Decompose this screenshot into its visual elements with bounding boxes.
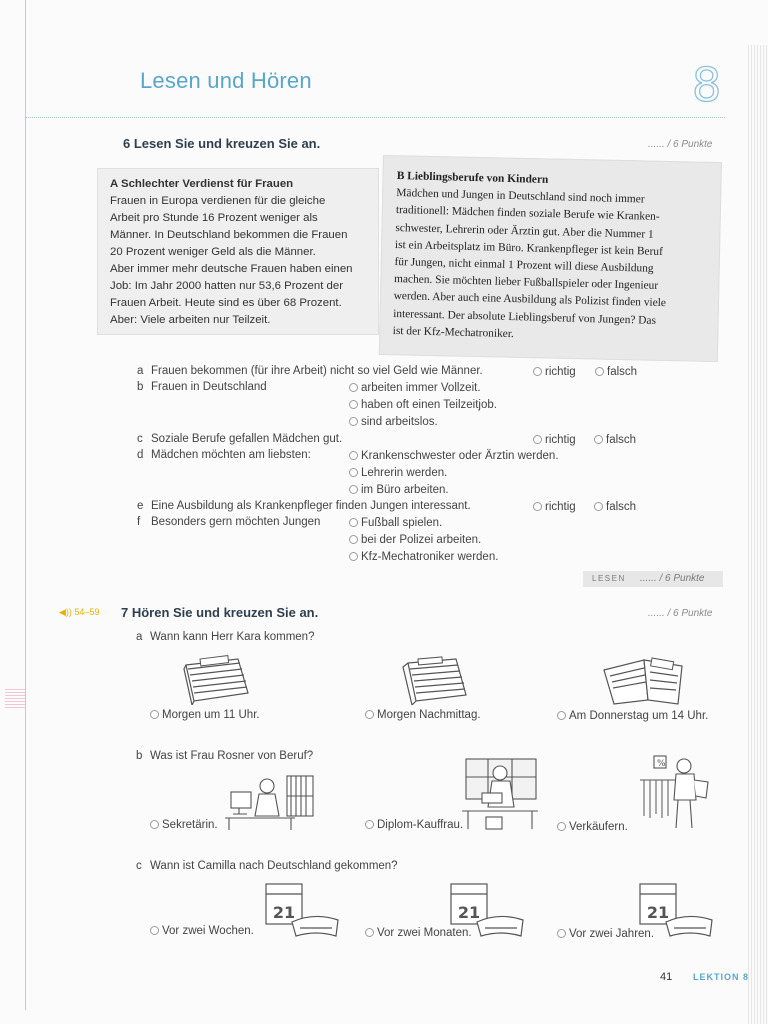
exercise-7-heading: 7 Hören Sie und kreuzen Sie an. bbox=[121, 605, 319, 620]
lektion-label: LEKTION 8 bbox=[693, 972, 750, 982]
radio-icon[interactable] bbox=[349, 383, 358, 392]
item-a-option-falsch[interactable]: falsch bbox=[595, 366, 637, 378]
item-c-text: Soziale Berufe gefallen Mädchen gut. bbox=[151, 433, 343, 445]
radio-icon[interactable] bbox=[533, 367, 542, 376]
text-a bbox=[110, 176, 380, 329]
radio-icon[interactable] bbox=[349, 485, 358, 494]
svg-text:21: 21 bbox=[457, 903, 481, 922]
question-c-option-3[interactable]: Vor zwei Jahren. bbox=[557, 928, 654, 940]
item-b-option-2[interactable]: haben oft einen Teilzeitjob. bbox=[349, 399, 497, 411]
radio-icon[interactable] bbox=[365, 928, 374, 937]
question-c-text: Wann ist Camilla nach Deutschland gekommen? bbox=[150, 860, 398, 872]
item-a-option-richtig[interactable]: richtig bbox=[533, 366, 576, 378]
item-b-option-1[interactable]: arbeiten immer Vollzeit. bbox=[349, 382, 481, 394]
item-f-option-1[interactable]: Fußball spielen. bbox=[349, 517, 442, 529]
text-a-line: Aber immer mehr deutsche Frauen haben einen bbox=[110, 263, 353, 275]
text-b-line: ist ein Arbeitsplatz im Büro. Krankenpfleger ist kein Beruf bbox=[394, 238, 663, 258]
chapter-number: 8 bbox=[692, 58, 722, 112]
lesen-subtotal-label: LESEN bbox=[592, 574, 626, 583]
radio-icon[interactable] bbox=[557, 711, 566, 720]
question-a-option-3[interactable]: Am Donnerstag um 14 Uhr. bbox=[557, 710, 708, 722]
item-e-option-richtig[interactable]: richtig bbox=[533, 501, 576, 513]
saleswoman-illustration bbox=[638, 752, 718, 832]
item-e-letter: e bbox=[137, 500, 144, 512]
radio-icon[interactable] bbox=[349, 552, 358, 561]
item-f-option-2[interactable]: bei der Polizei arbeiten. bbox=[349, 534, 481, 546]
text-a-line: Frauen Arbeit. Heute sind es über 68 Prozent. bbox=[110, 297, 342, 309]
text-a-line: Arbeit pro Stunde 16 Prozent weniger als bbox=[110, 212, 318, 224]
exercise-6-points: ...... / 6 Punkte bbox=[648, 139, 713, 150]
question-b-text: Was ist Frau Rosner von Beruf? bbox=[150, 750, 314, 762]
text-b-line: traditionell: Mädchen finden soziale Berufe wie Kranken- bbox=[395, 204, 660, 224]
item-a-letter: a bbox=[137, 365, 144, 377]
question-b-option-3[interactable]: Verkäufern. bbox=[557, 821, 628, 833]
text-a-line: Frauen in Europa verdienen für die gleiche bbox=[110, 195, 326, 207]
text-b-heading: B Lieblingsberufe von Kindern bbox=[396, 169, 549, 186]
radio-icon[interactable] bbox=[349, 535, 358, 544]
calendar-book-illustration-3 bbox=[600, 650, 690, 708]
text-b-line: interessant. Der absolute Lieblingsberuf von Jungen? Das bbox=[393, 307, 657, 327]
speaker-icon: ◀)) bbox=[59, 607, 75, 617]
question-b-option-1[interactable]: Sekretärin. bbox=[150, 819, 218, 831]
text-b-line: schwester, Lehrerin oder Ärztin gut. Aber die Nummer 1 bbox=[395, 221, 654, 241]
item-a-text: Frauen bekommen (für ihre Arbeit) nicht so viel Geld wie Männer. bbox=[151, 365, 483, 377]
text-a-heading: A Schlechter Verdienst für Frauen bbox=[110, 178, 294, 190]
businesswoman-illustration bbox=[458, 755, 540, 833]
item-b-text: Frauen in Deutschland bbox=[151, 381, 267, 393]
item-b-letter: b bbox=[137, 381, 144, 393]
question-a-letter: a bbox=[136, 631, 143, 643]
item-d-text: Mädchen möchten am liebsten: bbox=[151, 449, 311, 461]
text-b-line: werden. Aber auch eine Ausbildung als Polizist finden viele bbox=[393, 290, 667, 310]
radio-icon[interactable] bbox=[594, 502, 603, 511]
radio-icon[interactable] bbox=[349, 451, 358, 460]
tear-off-calendar-icon-1 bbox=[262, 878, 346, 940]
item-e-option-falsch[interactable]: falsch bbox=[594, 501, 636, 513]
item-c-option-falsch[interactable]: falsch bbox=[594, 434, 636, 446]
radio-icon[interactable] bbox=[557, 822, 566, 831]
page-number: 41 bbox=[660, 971, 673, 983]
radio-icon[interactable] bbox=[365, 820, 374, 829]
item-f-letter: f bbox=[137, 516, 141, 528]
question-a-text: Wann kann Herr Kara kommen? bbox=[150, 631, 315, 643]
item-d-option-2[interactable]: Lehrerin werden. bbox=[349, 467, 447, 479]
item-d-option-1[interactable]: Krankenschwester oder Ärztin werden. bbox=[349, 450, 559, 462]
exercise-6-heading: 6 Lesen Sie und kreuzen Sie an. bbox=[123, 136, 321, 151]
item-c-option-richtig[interactable]: richtig bbox=[533, 434, 576, 446]
text-b bbox=[392, 168, 714, 348]
question-b-letter: b bbox=[136, 750, 143, 762]
text-a-line: 20 Prozent weniger Geld als die Männer. bbox=[110, 246, 316, 258]
radio-icon[interactable] bbox=[349, 417, 358, 426]
item-d-letter: d bbox=[137, 449, 144, 461]
calendar-book-illustration-2 bbox=[400, 655, 472, 705]
radio-icon[interactable] bbox=[349, 518, 358, 527]
question-b-option-2[interactable]: Diplom-Kauffrau. bbox=[365, 819, 463, 831]
question-c-option-1[interactable]: Vor zwei Wochen. bbox=[150, 925, 254, 937]
radio-icon[interactable] bbox=[365, 710, 374, 719]
item-f-text: Besonders gern möchten Jungen bbox=[151, 516, 321, 528]
page-margin-rule bbox=[25, 0, 26, 1010]
question-c-letter: c bbox=[136, 860, 142, 872]
item-e-text: Eine Ausbildung als Krankenpfleger finden Jungen interessant. bbox=[151, 500, 471, 512]
item-f-option-3[interactable]: Kfz-Mechatroniker werden. bbox=[349, 551, 498, 563]
radio-icon[interactable] bbox=[150, 926, 159, 935]
radio-icon[interactable] bbox=[533, 502, 542, 511]
radio-icon[interactable] bbox=[349, 400, 358, 409]
text-b-line: machen. Sie möchten lieber Fußballspieler oder Ingenieur bbox=[393, 273, 659, 293]
text-a-line: Aber: Viele arbeiten nur Teilzeit. bbox=[110, 314, 271, 326]
radio-icon[interactable] bbox=[349, 468, 358, 477]
binding-mark bbox=[5, 688, 25, 708]
svg-text:21: 21 bbox=[646, 903, 670, 922]
item-d-option-3[interactable]: im Büro arbeiten. bbox=[349, 484, 449, 496]
item-b-option-3[interactable]: sind arbeitslos. bbox=[349, 416, 438, 428]
page-edge-shadow bbox=[748, 45, 768, 1024]
title-divider bbox=[25, 117, 725, 118]
audio-track[interactable]: ◀)) 54–59 bbox=[59, 607, 100, 617]
text-b-line: für Jungen, nicht einmal 1 Prozent will diese Ausbildung bbox=[394, 255, 654, 275]
text-b-line: ist der Kfz-Mechatroniker. bbox=[392, 324, 514, 340]
secretary-illustration bbox=[225, 770, 325, 832]
radio-icon[interactable] bbox=[594, 435, 603, 444]
text-b-line: Mädchen und Jungen in Deutschland sind noch immer bbox=[396, 187, 645, 206]
radio-icon[interactable] bbox=[150, 710, 159, 719]
question-a-option-1[interactable]: Morgen um 11 Uhr. bbox=[150, 709, 260, 721]
question-a-option-2[interactable]: Morgen Nachmittag. bbox=[365, 709, 481, 721]
calendar-book-illustration-1 bbox=[180, 655, 252, 705]
exercise-7-points: ...... / 6 Punkte bbox=[648, 608, 713, 619]
text-a-line: Job: Im Jahr 2000 hatten nur 53,6 Prozent der bbox=[110, 280, 344, 292]
question-c-option-2[interactable]: Vor zwei Monaten. bbox=[365, 927, 472, 939]
radio-icon[interactable] bbox=[533, 435, 542, 444]
radio-icon[interactable] bbox=[557, 929, 566, 938]
lesen-subtotal-points: ...... / 6 Punkte bbox=[640, 573, 705, 584]
radio-icon[interactable] bbox=[150, 820, 159, 829]
radio-icon[interactable] bbox=[595, 367, 604, 376]
svg-text:21: 21 bbox=[272, 903, 296, 922]
page-title: Lesen und Hören bbox=[140, 68, 312, 93]
text-a-line: Männer. In Deutschland bekommen die Frauen bbox=[110, 229, 348, 241]
svg-text:%: % bbox=[657, 759, 666, 769]
item-c-letter: c bbox=[137, 433, 143, 445]
